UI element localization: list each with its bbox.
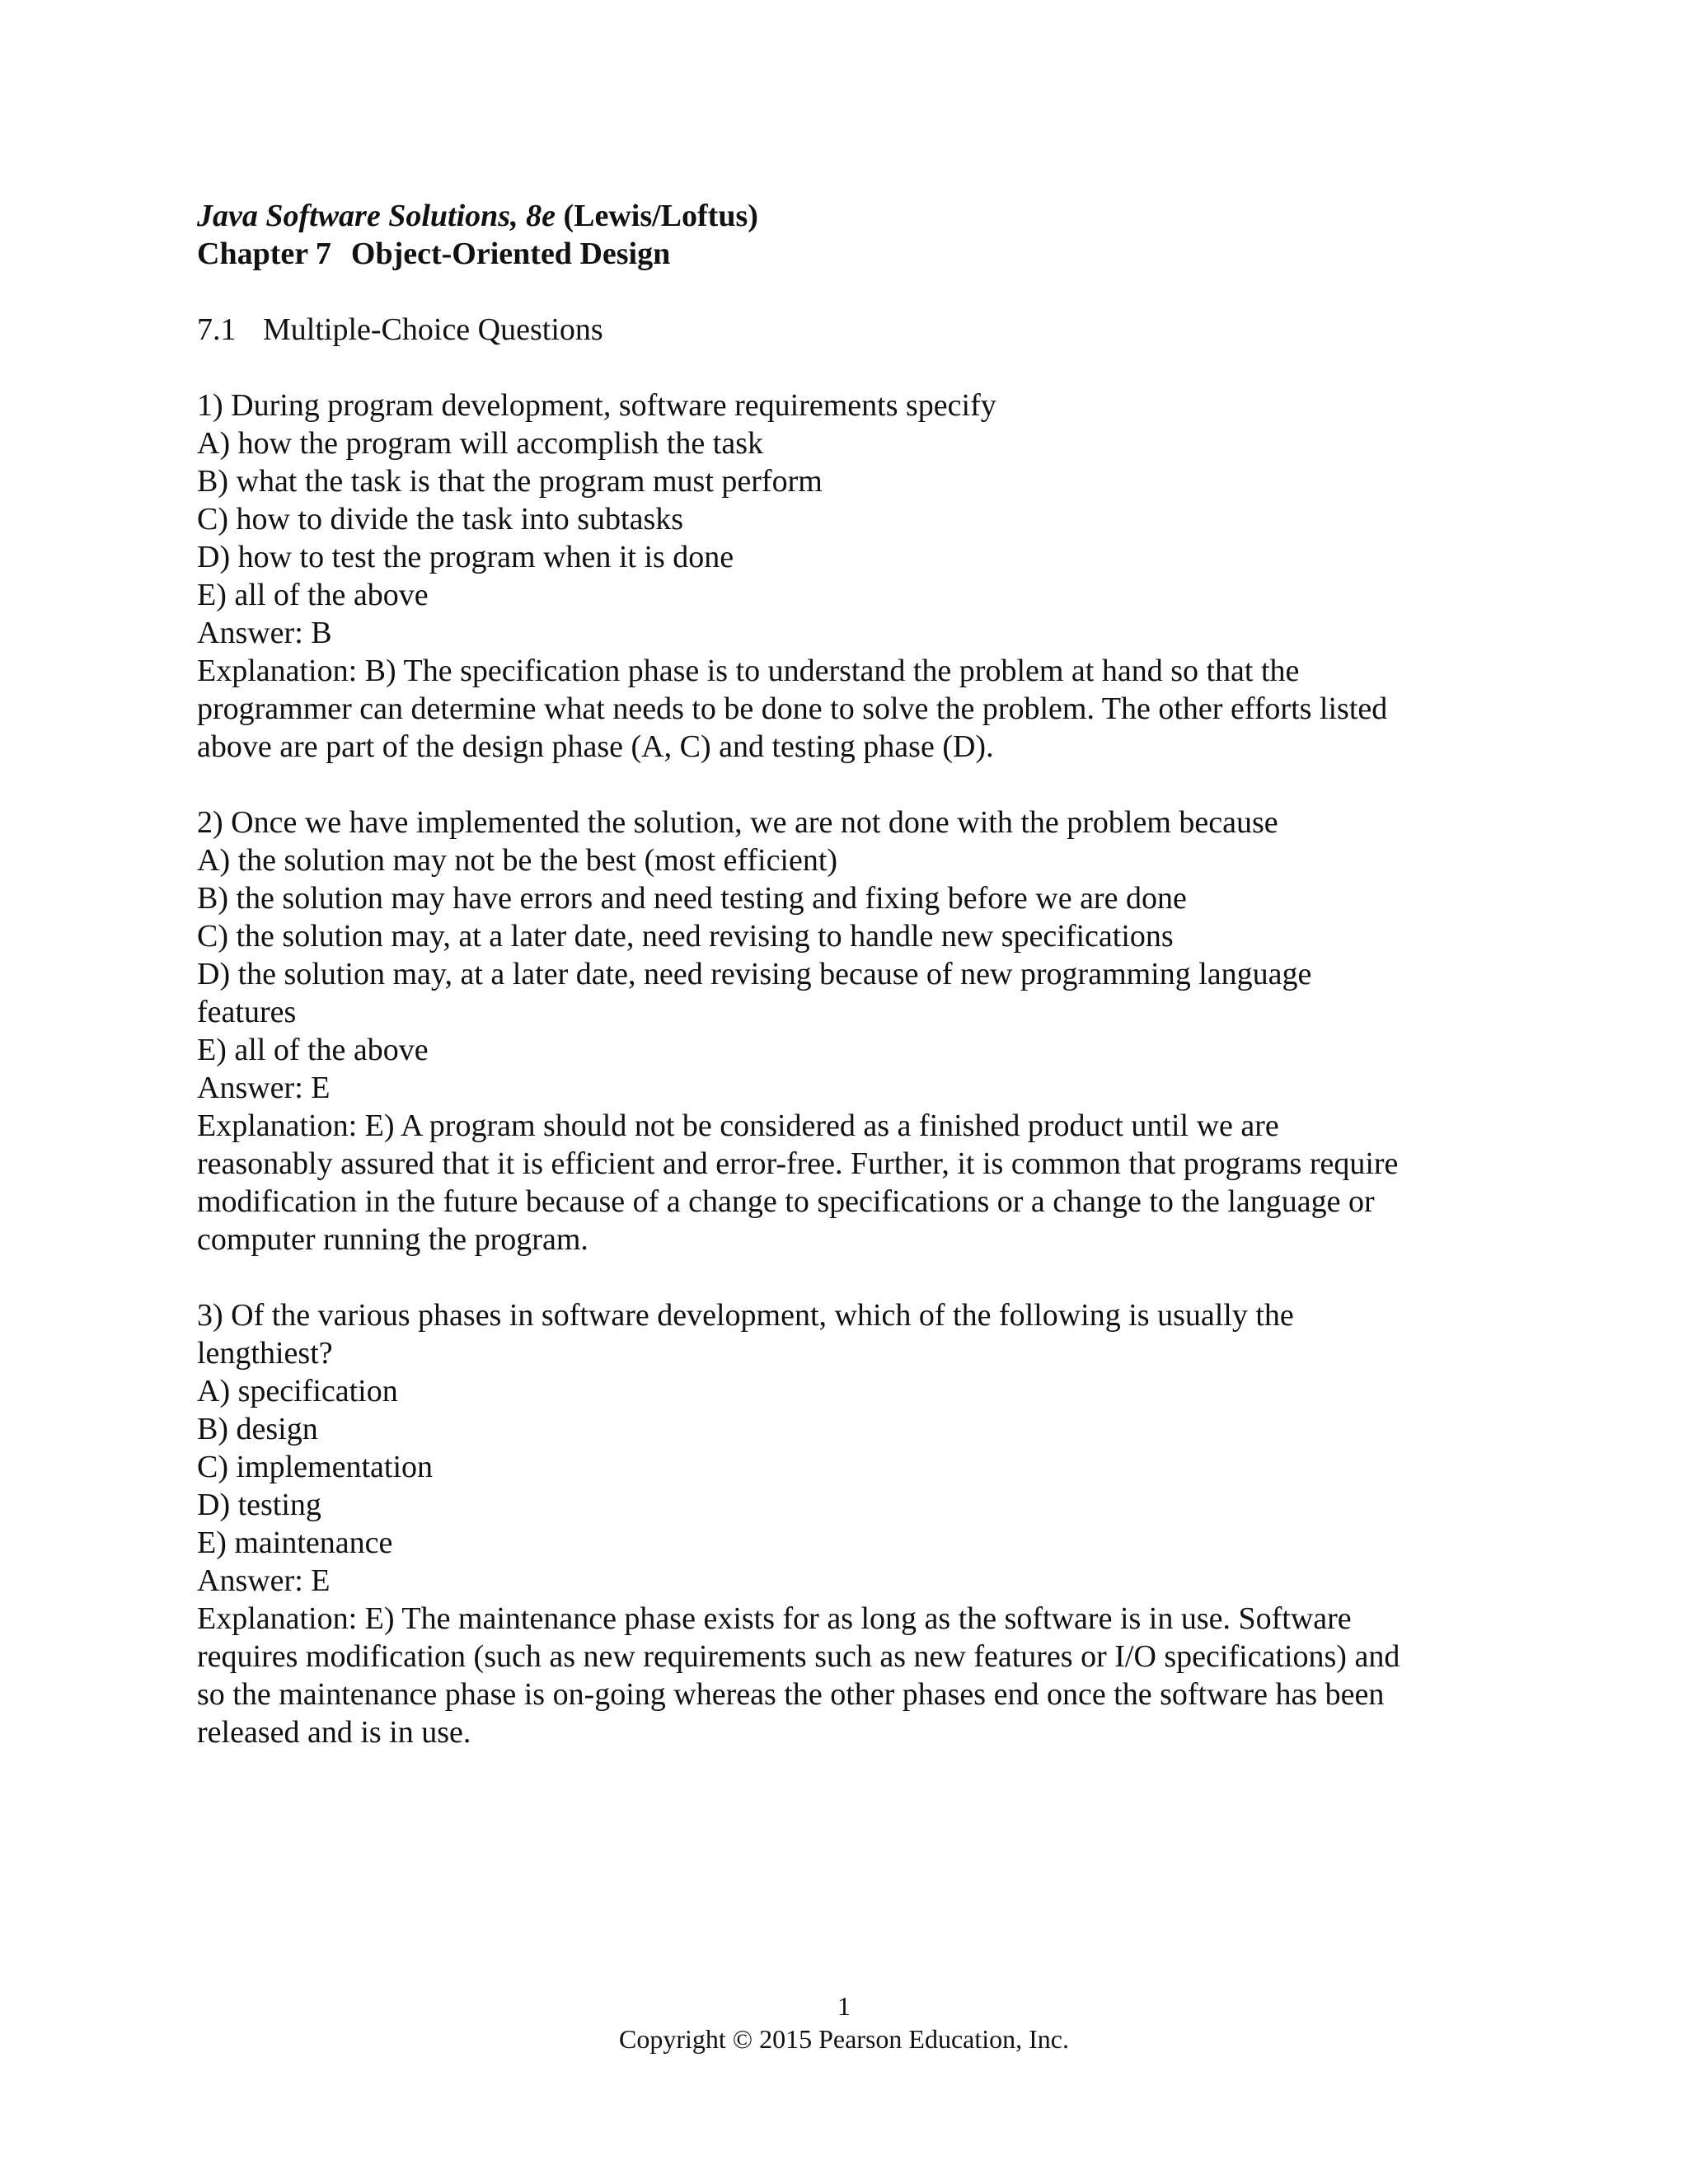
book-authors: (Lewis/Loftus) [555, 199, 758, 233]
copyright-notice: Copyright © 2015 Pearson Education, Inc. [619, 2024, 1069, 2054]
answer-key: Answer: E [197, 1563, 331, 1598]
answer-option: B) design [197, 1412, 318, 1446]
page-number: 1 [837, 1991, 851, 2021]
question-2 [197, 804, 1499, 1258]
explanation-line: Explanation: E) The maintenance phase exists for as long as the software is in use. Software [197, 1601, 1352, 1636]
book-title-line [197, 197, 1499, 235]
answer-option: D) testing [197, 1488, 321, 1522]
answer-option: B) the solution may have errors and need testing and fixing before we are done [197, 881, 1187, 916]
answer-option: C) how to divide the task into subtasks [197, 502, 684, 537]
chapter-heading [197, 235, 1499, 273]
answer-option: E) all of the above [197, 1033, 429, 1067]
book-title: Java Software Solutions, 8e [197, 199, 556, 233]
explanation-line: so the maintenance phase is on-going whereas the other phases end once the software has been [197, 1677, 1385, 1712]
explanation-line: Explanation: E) A program should not be considered as a finished product until we are [197, 1108, 1279, 1143]
answer-option: C) the solution may, at a later date, need revising to handle new specifications [197, 919, 1174, 954]
answer-option-continued: features [197, 995, 297, 1029]
answer-option: E) all of the above [197, 578, 429, 612]
question-1 [197, 387, 1499, 766]
question-stem-continued: lengthiest? [197, 1336, 333, 1371]
question-stem: 1) During program development, software requirements specify [197, 388, 996, 423]
section-heading [197, 311, 1499, 349]
answer-option: D) the solution may, at a later date, need revising because of new programming language [197, 957, 1312, 991]
chapter-label: Chapter 7 [197, 237, 331, 271]
answer-option: A) the solution may not be the best (most efficient) [197, 843, 838, 878]
question-stem: 2) Once we have implemented the solution, we are not done with the problem because [197, 805, 1278, 840]
page-content [197, 197, 1499, 1751]
answer-key: Answer: E [197, 1071, 331, 1105]
question-stem: 3) Of the various phases in software development, which of the following is usually the [197, 1298, 1294, 1333]
explanation-line: released and is in use. [197, 1715, 471, 1750]
answer-option: A) specification [197, 1374, 398, 1408]
answer-option: E) maintenance [197, 1526, 393, 1560]
spacer [197, 273, 1499, 311]
explanation-line: requires modification (such as new requirements such as new features or I/O specifications) and [197, 1639, 1400, 1674]
explanation-line: computer running the program. [197, 1222, 588, 1257]
answer-option: B) what the task is that the program must perform [197, 464, 823, 499]
answer-option: A) how the program will accomplish the task [197, 426, 764, 461]
spacer [197, 766, 1499, 804]
explanation-line: programmer can determine what needs to be done to solve the problem. The other efforts listed [197, 691, 1388, 726]
section-number: 7.1 [197, 312, 237, 347]
explanation-line: Explanation: B) The specification phase is to understand the problem at hand so that the [197, 654, 1300, 688]
spacer [197, 349, 1499, 387]
chapter-title: Object-Oriented Design [350, 237, 671, 271]
answer-key: Answer: B [197, 616, 332, 650]
question-3 [197, 1296, 1499, 1751]
explanation-line: reasonably assured that it is efficient and error-free. Further, it is common that programs require [197, 1146, 1399, 1181]
spacer [197, 1258, 1499, 1296]
answer-option: C) implementation [197, 1450, 434, 1484]
explanation-line: modification in the future because of a change to specifications or a change to the language or [197, 1184, 1375, 1219]
answer-option: D) how to test the program when it is done [197, 540, 734, 574]
section-title: Multiple-Choice Questions [263, 312, 603, 347]
explanation-line: above are part of the design phase (A, C) and testing phase (D). [197, 729, 994, 764]
